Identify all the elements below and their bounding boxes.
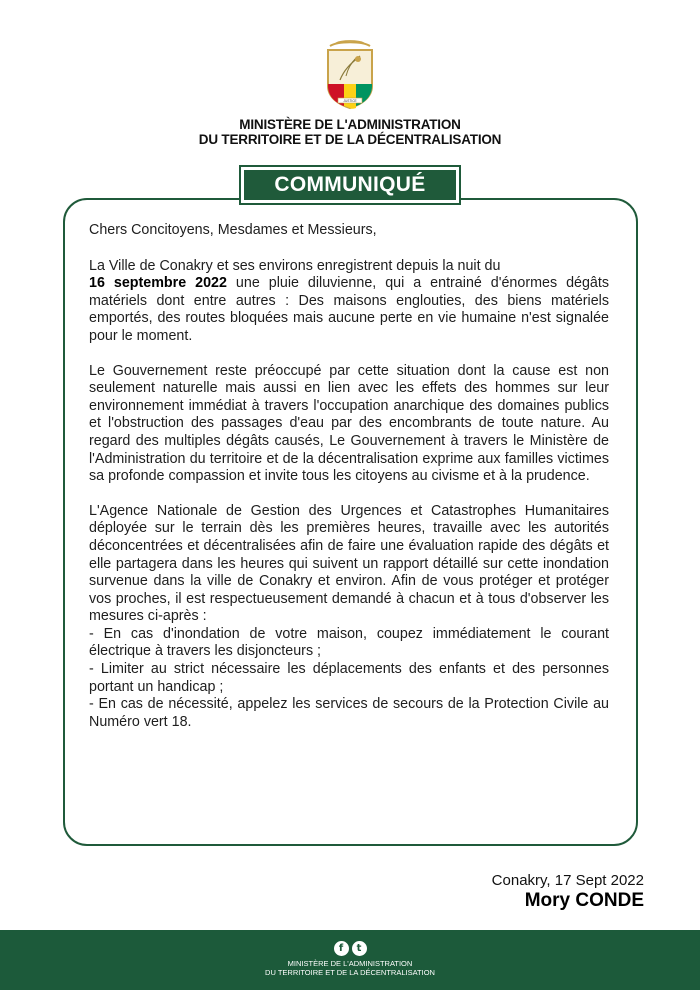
paragraph-1 — [89, 258, 609, 346]
ministry-line-1: MINISTÈRE DE L'ADMINISTRATION — [239, 117, 461, 132]
ministry-name — [0, 117, 700, 147]
bullet-item: - En cas d'inondation de votre maison, coupez immédiatement le courant électrique à travers les disjoncteurs ; — [89, 625, 609, 660]
communique-body — [89, 222, 609, 731]
footer-ministry — [0, 959, 700, 977]
p1-date: 16 septembre 2022 — [89, 275, 227, 292]
signature-block — [492, 872, 644, 912]
facebook-icon[interactable]: f — [334, 941, 349, 956]
coat-of-arms-emblem — [316, 40, 384, 112]
p1-start: La Ville de Conakry et ses environs enregistrent depuis la nuit du — [89, 257, 501, 274]
p1-end: une pluie diluvienne, qui a entrainé d'énormes dégâts matériels dont entre autres : Des maisons englouties, des biens matériels emportés, des routes bloquées mais aucune perte en vie humaine n'est signalée pour le moment. — [89, 275, 609, 344]
paragraph-2: Le Gouvernement reste préoccupé par cette situation dont la cause est non seulement naturelle mais aussi en lien avec les effets des hommes sur leur environnement immédiat à travers l'occupation anarchique des domaines publics et l'obstruction des passages d'eau par des encombrants de toute nature. Au regard des multiples dégâts causés, Le Gouvernement à travers le Ministère de l'Administration du territoire et de la décentralisation exprime aux familles victimes sa profonde compassion et invite tous les citoyens au civisme et à la prudence. — [89, 362, 609, 485]
signatory-name: Mory CONDE — [524, 890, 644, 911]
paragraph-3: L'Agence Nationale de Gestion des Urgences et Catastrophes Humanitaires déployée sur le terrain dès les premières heures, travaille avec les autorités déconcentrées et décentralisées afin de faire une évaluation rapide des dégâts et elle partagera dans les heures qui suivent un rapport détaillé sur cette inondation survenue dans la ville de Conakry et environ. Afin de vous protéger et protéger vos proches, il est respectueusement demandé à chacun et à tous d'observer les mesures ci-après : — [89, 502, 609, 625]
footer-line-2: DU TERRITOIRE ET DE LA DÉCENTRALISATION — [265, 968, 435, 977]
bullet-item: - Limiter au strict nécessaire les déplacements des enfants et des personnes portant un handicap ; — [89, 661, 609, 695]
bullet-item: - En cas de nécessité, appelez les services de secours de la Protection Civile au Numéro vert 18. — [89, 696, 609, 730]
communique-title: COMMUNIQUÉ — [244, 170, 456, 200]
ministry-line-2: DU TERRITOIRE ET DE LA DÉCENTRALISATION — [198, 132, 502, 147]
emblem-motto: JUSTICE — [343, 99, 357, 103]
twitter-icon[interactable]: t — [352, 941, 367, 956]
social-links — [0, 930, 700, 956]
footer-line-1: MINISTÈRE DE L'ADMINISTRATION — [287, 959, 413, 968]
footer — [0, 930, 700, 990]
communique-title-box — [239, 165, 461, 205]
greeting: Chers Concitoyens, Mesdames et Messieurs, — [89, 222, 377, 238]
place-date: Conakry, 17 Sept 2022 — [491, 872, 644, 889]
